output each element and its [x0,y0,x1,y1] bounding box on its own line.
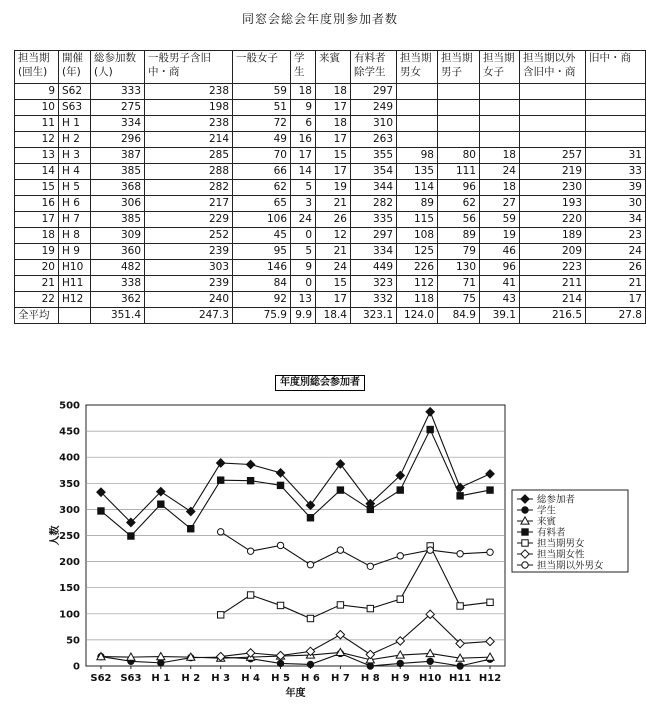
table-footer-cell: 75.9 [233,308,291,324]
series-marker [522,529,528,535]
table-cell: 282 [351,196,397,212]
table-cell: H 4 [59,164,91,180]
table-cell: 130 [438,260,480,276]
table-cell: 338 [91,276,145,292]
table-cell: 46 [480,244,520,260]
table-footer-cell: 216.5 [520,308,586,324]
legend-label: 総参加者 [537,494,576,506]
legend-label: 担当期以外男女 [537,560,604,572]
table-header-cell: 学生 [291,51,316,84]
table-cell: 92 [233,292,291,308]
table-footer-cell: 323.1 [351,308,397,324]
table-cell: 296 [91,132,145,148]
table-cell: 98 [397,148,438,164]
y-tick-label: 200 [59,557,80,569]
table-cell: 230 [520,180,586,196]
table-cell: H 7 [59,212,91,228]
x-tick-label: H 5 [271,673,290,684]
table-cell: 24 [480,164,520,180]
table-cell: H 8 [59,228,91,244]
table-cell: 20 [15,260,59,276]
table-cell: H 5 [59,180,91,196]
table-cell: 89 [397,196,438,212]
series-marker [397,596,403,602]
x-tick-label: H11 [448,673,472,684]
table-cell: 0 [291,228,316,244]
series-marker [457,493,463,499]
series-marker [307,562,313,568]
series-marker [247,548,253,554]
table-cell: 41 [480,276,520,292]
table-cell: 49 [233,132,291,148]
table-cell: 15 [15,180,59,196]
table-cell: 333 [91,84,145,100]
table-cell: 23 [586,228,646,244]
series-marker [188,526,194,532]
table-cell: 31 [586,148,646,164]
table-cell: 14 [15,164,59,180]
table-cell: 75 [438,292,480,308]
table-cell: 11 [15,116,59,132]
table-cell: 198 [145,100,233,116]
table-cell: 226 [397,260,438,276]
table-cell: 18 [316,116,351,132]
table-cell: 21 [316,244,351,260]
series-marker [337,547,343,553]
table-cell: 209 [520,244,586,260]
x-tick-label: H 6 [301,673,320,684]
series-marker [337,602,343,608]
table-cell: 482 [91,260,145,276]
x-tick-label: H 9 [390,673,410,684]
y-tick-label: 0 [73,661,80,673]
table-cell: 385 [91,164,145,180]
series-marker [277,602,283,608]
table-cell: 45 [233,228,291,244]
series-marker [397,660,403,666]
series-marker [307,661,313,667]
table-header-cell: 総参加数(人) [91,51,145,84]
table-cell: 217 [145,196,233,212]
table-cell: 16 [15,196,59,212]
table-header-cell: 担当期男女 [397,51,438,84]
table-cell: 9 [291,100,316,116]
table-header-cell: 担当期(回生) [15,51,59,84]
table-cell: 449 [351,260,397,276]
table-cell: 19 [316,180,351,196]
series-marker [397,553,403,559]
table-cell: 354 [351,164,397,180]
legend-label: 来賓 [537,516,557,528]
table-cell: 5 [291,180,316,196]
table-cell: 112 [397,276,438,292]
table-cell: 19 [480,228,520,244]
table-cell: 66 [233,164,291,180]
table-footer-cell: 9.9 [291,308,316,324]
table-cell: 15 [316,148,351,164]
table-cell: 360 [91,244,145,260]
table-cell: 238 [145,116,233,132]
table-cell: 12 [316,228,351,244]
table-cell: H 1 [59,116,91,132]
table-cell: 5 [291,244,316,260]
series-marker [217,612,223,618]
table-footer-cell: 84.9 [438,308,480,324]
table-cell: 108 [397,228,438,244]
table-cell: 59 [233,84,291,100]
table-cell: S63 [59,100,91,116]
x-tick-label: H 3 [211,673,231,684]
table-cell: 385 [91,212,145,228]
table-header-cell: 一般男子含旧中・商 [145,51,233,84]
legend-label: 担当期女性 [537,549,585,561]
table-cell: 9 [15,84,59,100]
table-cell: 56 [438,212,480,228]
y-tick-label: 300 [59,504,80,516]
series-marker [427,547,433,553]
table-cell: 334 [351,244,397,260]
table-footer-cell: 247.3 [145,308,233,324]
table-cell: 146 [233,260,291,276]
table-cell: 0 [291,276,316,292]
table-cell: 118 [397,292,438,308]
table-cell: 214 [520,292,586,308]
table-cell: 96 [438,180,480,196]
table-cell: 189 [520,228,586,244]
series-marker [277,542,283,548]
x-tick-label: H 2 [181,673,201,684]
series-marker [247,592,253,598]
table-cell: 310 [351,116,397,132]
series-marker [98,508,104,514]
table-cell: 223 [520,260,586,276]
series-marker [427,426,433,432]
series-marker [457,603,463,609]
table-cell: 19 [15,244,59,260]
table-header-cell: 担当期男子 [438,51,480,84]
y-tick-label: 450 [59,426,80,438]
table-cell: 309 [91,228,145,244]
table-cell: 332 [351,292,397,308]
table-cell: 368 [91,180,145,196]
table-cell: 285 [145,148,233,164]
table-cell: 70 [233,148,291,164]
table-cell: 12 [15,132,59,148]
table-cell: H12 [59,292,91,308]
table-cell: 34 [586,212,646,228]
x-tick-label: H 7 [330,673,350,684]
table-cell: 62 [438,196,480,212]
series-marker [427,658,433,664]
table-cell: 17 [316,100,351,116]
table-header-cell: 旧中・商 [586,51,646,84]
table-cell: 79 [438,244,480,260]
series-marker [367,605,373,611]
table-cell: H 9 [59,244,91,260]
chart-title: 年度別総会参加者 [275,375,365,391]
table-cell: 89 [438,228,480,244]
x-tick-label: S63 [120,673,142,684]
x-tick-label: H12 [478,673,502,684]
series-marker [158,660,164,666]
table-cell: 24 [316,260,351,276]
series-marker [397,487,403,493]
table-cell: 39 [586,180,646,196]
table-cell: 323 [351,276,397,292]
table-cell: 334 [91,116,145,132]
x-axis-label: 年度 [285,688,306,699]
table-footer-cell: 27.8 [586,308,646,324]
table-header-cell: 開催(年) [59,51,91,84]
table-cell: 17 [316,132,351,148]
table-cell: S62 [59,84,91,100]
series-marker [217,529,223,535]
table-cell: 257 [520,148,586,164]
table-cell: 125 [397,244,438,260]
table-cell: 297 [351,84,397,100]
table-cell: 18 [15,228,59,244]
x-tick-label: H10 [419,673,442,684]
table-cell: 17 [316,164,351,180]
y-tick-label: 500 [59,400,80,412]
series-marker [522,562,528,568]
table-cell: 43 [480,292,520,308]
series-marker [457,551,463,557]
table-cell: H 2 [59,132,91,148]
series-marker [487,487,493,493]
x-tick-label: H 1 [151,673,171,684]
series-marker [277,660,283,666]
table-cell: 21 [15,276,59,292]
table-cell: 18 [480,180,520,196]
table-cell: 72 [233,116,291,132]
table-cell: 71 [438,276,480,292]
series-marker [522,540,528,546]
table-cell: 51 [233,100,291,116]
table-cell: 211 [520,276,586,292]
table-cell: 13 [291,292,316,308]
table-cell: 95 [233,244,291,260]
table-cell: 114 [397,180,438,196]
y-tick-label: 100 [59,609,80,621]
table-cell: H 6 [59,196,91,212]
series-marker [247,477,253,483]
table-cell: 135 [397,164,438,180]
y-tick-label: 50 [66,635,80,647]
x-tick-label: S62 [90,673,112,684]
table-cell: 219 [520,164,586,180]
series-marker [522,507,528,513]
series-marker [487,549,493,555]
table-cell: 288 [145,164,233,180]
table-cell: 214 [145,132,233,148]
table-cell: 106 [233,212,291,228]
table-cell: 238 [145,84,233,100]
table-cell: H 3 [59,148,91,164]
table-footer-cell: 351.4 [91,308,145,324]
table-cell: H11 [59,276,91,292]
table-cell: 297 [351,228,397,244]
series-marker [307,615,313,621]
series-marker [307,515,313,521]
table-footer-cell: 39.1 [480,308,520,324]
table-cell: 24 [291,212,316,228]
table-cell: 17 [316,292,351,308]
table-header-cell: 一般女子 [233,51,291,84]
table-cell: 306 [91,196,145,212]
table-header-cell: 担当期以外含旧中・商 [520,51,586,84]
table-cell: 355 [351,148,397,164]
table-cell: 27 [480,196,520,212]
table-cell: 96 [480,260,520,276]
table-cell: 3 [291,196,316,212]
table-cell: 344 [351,180,397,196]
table-cell: 13 [15,148,59,164]
table-cell: 33 [586,164,646,180]
table-footer-cell: 全平均 [15,308,59,324]
legend-label: 学生 [537,505,557,517]
table-cell: 220 [520,212,586,228]
table-cell: 240 [145,292,233,308]
table-cell: 193 [520,196,586,212]
table-cell: 17 [586,292,646,308]
table-cell: 18 [480,148,520,164]
table-cell: 111 [438,164,480,180]
x-tick-label: H 4 [241,673,261,684]
table-cell: 22 [15,292,59,308]
table-cell: 229 [145,212,233,228]
table-cell: 24 [586,244,646,260]
table-cell: 335 [351,212,397,228]
table-cell: 16 [291,132,316,148]
legend-label: 担当期男女 [537,538,585,550]
y-tick-label: 400 [59,452,80,464]
table-cell: 26 [586,260,646,276]
table-cell: 62 [233,180,291,196]
y-tick-label: 150 [59,583,80,595]
table-cell: 84 [233,276,291,292]
table-cell: 239 [145,244,233,260]
table-cell: 21 [316,196,351,212]
series-marker [337,487,343,493]
table-cell: 65 [233,196,291,212]
series-marker [158,501,164,507]
series-marker [128,533,134,539]
table-cell: 263 [351,132,397,148]
table-cell: 80 [438,148,480,164]
table-cell: 30 [586,196,646,212]
y-tick-label: 350 [59,478,80,490]
y-axis-label: 人数 [50,525,61,546]
table-header-cell: 担当期女子 [480,51,520,84]
table-cell: 252 [145,228,233,244]
table-footer-cell: 124.0 [397,308,438,324]
table-cell: 6 [291,116,316,132]
table-cell: 15 [316,276,351,292]
table-header-cell: 来賓 [316,51,351,84]
table-cell: 21 [586,276,646,292]
table-cell: 9 [291,260,316,276]
table-footer-cell: 18.4 [316,308,351,324]
y-tick-label: 250 [59,531,80,542]
series-marker [217,477,223,483]
series-marker [367,663,373,669]
table-header-cell: 有料者除学生 [351,51,397,84]
x-tick-label: H 8 [360,673,380,684]
table-cell: H10 [59,260,91,276]
document-title: 同窓会総会年度別参加者数 [241,12,398,26]
table-cell: 249 [351,100,397,116]
table-cell: 59 [480,212,520,228]
table-cell: 17 [291,148,316,164]
series-marker [277,482,283,488]
series-marker [367,563,373,569]
table-cell: 362 [91,292,145,308]
table-cell: 239 [145,276,233,292]
series-marker [457,663,463,669]
table-cell: 115 [397,212,438,228]
series-marker [367,506,373,512]
table-cell: 303 [145,260,233,276]
table-cell: 282 [145,180,233,196]
series-marker [487,599,493,605]
table-cell: 26 [316,212,351,228]
table-cell: 14 [291,164,316,180]
table-cell: 18 [316,84,351,100]
table-cell: 275 [91,100,145,116]
table-cell: 387 [91,148,145,164]
legend-label: 有料者 [537,527,566,539]
table-cell: 18 [291,84,316,100]
table-cell: 10 [15,100,59,116]
table-cell: 17 [15,212,59,228]
